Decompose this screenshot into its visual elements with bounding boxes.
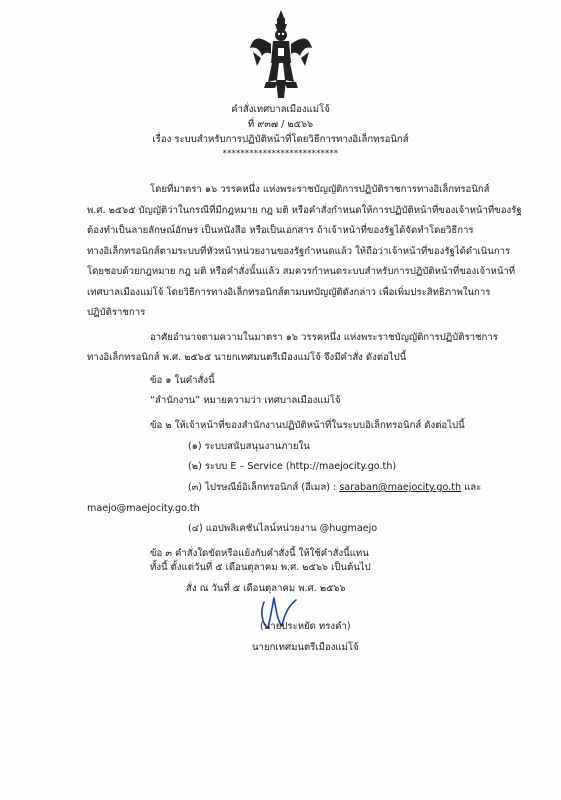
garuda-emblem-icon bbox=[248, 8, 314, 100]
system-item-3 bbox=[188, 482, 481, 494]
order-title: คำสั่งเทศบาลเมืองแม่โจ้ bbox=[231, 104, 330, 115]
ordered-date: สั่ง ณ วันที่ ๕ เดือนตุลาคม พ.ศ. ๒๕๖๖ bbox=[186, 583, 346, 594]
system-item-1: (๑) ระบบสนับสนุนงานภายใน bbox=[188, 441, 310, 452]
paragraph-1-line-4: ทางอิเล็กทรอนิกส์ตามระบบที่หัวหน้าหน่วยงานของรัฐกำหนดแล้ว ให้ถือว่าเจ้าหน้าที่ของรัฐได้ดำเนินการ bbox=[87, 246, 511, 257]
paragraph-1-line-7: ปฏิบัติราชการ bbox=[87, 307, 146, 318]
paragraph-2-line-2: ทางอิเล็กทรอนิกส์ พ.ศ. ๒๕๖๕ นายกเทศมนตรีเมืองแม่โจ้ จึงมีคำสั่ง ดังต่อไปนี้ bbox=[87, 352, 407, 363]
separator-stars: ************************** bbox=[222, 149, 339, 159]
system-item-2: (๒) ระบบ E – Service (http://maejocity.go.th) bbox=[188, 461, 397, 472]
definition-office: “สำนักงาน” หมายความว่า เทศบาลเมืองแม่โจ้ bbox=[150, 395, 341, 406]
system-item-3-and: และ bbox=[461, 482, 482, 493]
email-link-maejo[interactable]: maejo@maejocity.go.th bbox=[87, 503, 200, 514]
clause-1: ข้อ ๑ ในคำสั่งนี้ bbox=[150, 375, 215, 386]
paragraph-1-line-5: โดยชอบด้วยกฎหมาย กฎ มติ หรือคำสั่งนั้นแล้ว สมควรกำหนดระบบสำหรับการปฏิบัติหน้าที่ของเจ้าหน้าที่ bbox=[87, 266, 516, 277]
paragraph-1-line-1: โดยที่มาตรา ๑๖ วรรคหนึ่ง แห่งพระราชบัญญัติการปฏิบัติราชการทางอิเล็กทรอนิกส์ bbox=[150, 184, 490, 195]
order-number: ที่ ๙๓๗ / ๒๕๖๖ bbox=[247, 119, 314, 130]
system-item-3-label: (๓) ไปรษณีย์อิเล็กทรอนิกส์ (อีเมล) : bbox=[188, 482, 340, 493]
paragraph-1-line-6: เทศบาลเมืองแม่โจ้ โดยวิธีการทางอิเล็กทรอนิกส์ตามบทบัญญัติดังกล่าว เพื่อเพิ่มประสิทธิภาพในการ bbox=[87, 287, 491, 298]
order-subject: เรื่อง ระบบสำหรับการปฏิบัติหน้าที่โดยวิธีการทางอิเล็กทรอนิกส์ bbox=[152, 134, 409, 145]
signatory-position: นายกเทศมนตรีเมืองแม่โจ้ bbox=[252, 642, 359, 653]
clause-2: ข้อ ๒ ให้เจ้าหน้าที่ของสำนักงานปฏิบัติหน้าที่ในระบบอิเล็กทรอนิกส์ ดังต่อไปนี้ bbox=[150, 420, 465, 431]
paragraph-2-line-1: อาศัยอำนาจตามความในมาตรา ๑๖ วรรคหนึ่ง แห่งพระราชบัญญัติการปฏิบัติราชการ bbox=[150, 332, 498, 343]
clause-3: ข้อ ๓ คำสั่งใดขัดหรือแย้งกับคำสั่งนี้ ให้ใช้คำสั่งนี้แทน bbox=[150, 548, 369, 559]
paragraph-1-line-2: พ.ศ. ๒๕๖๕ บัญญัติว่าในกรณีที่มีกฎหมาย กฎ มติ หรือคำสั่งกำหนดให้การปฏิบัติหน้าที่ของเจ้าหน้าที่ของรัฐ bbox=[87, 205, 522, 216]
paragraph-1-line-3: ต้องทำเป็นลายลักษณ์อักษร เป็นหนังสือ หรือเป็นเอกสาร ถ้าเจ้าหน้าที่ของรัฐได้จัดทำโดยวิธีการ bbox=[87, 225, 474, 236]
email-link-saraban[interactable]: saraban@maejocity.go.th bbox=[339, 482, 462, 493]
system-item-4: (๔) แอปพลิเคชันไลน์หน่วยงาน @hugmaejo bbox=[188, 523, 378, 534]
effective-date: ทั้งนี้ ตั้งแต่วันที่ ๕ เดือนตุลาคม พ.ศ. ๒๕๖๖ เป็นต้นไป bbox=[150, 562, 371, 573]
signatory-name: (นายประหยัด ทรงคำ) bbox=[260, 621, 351, 632]
